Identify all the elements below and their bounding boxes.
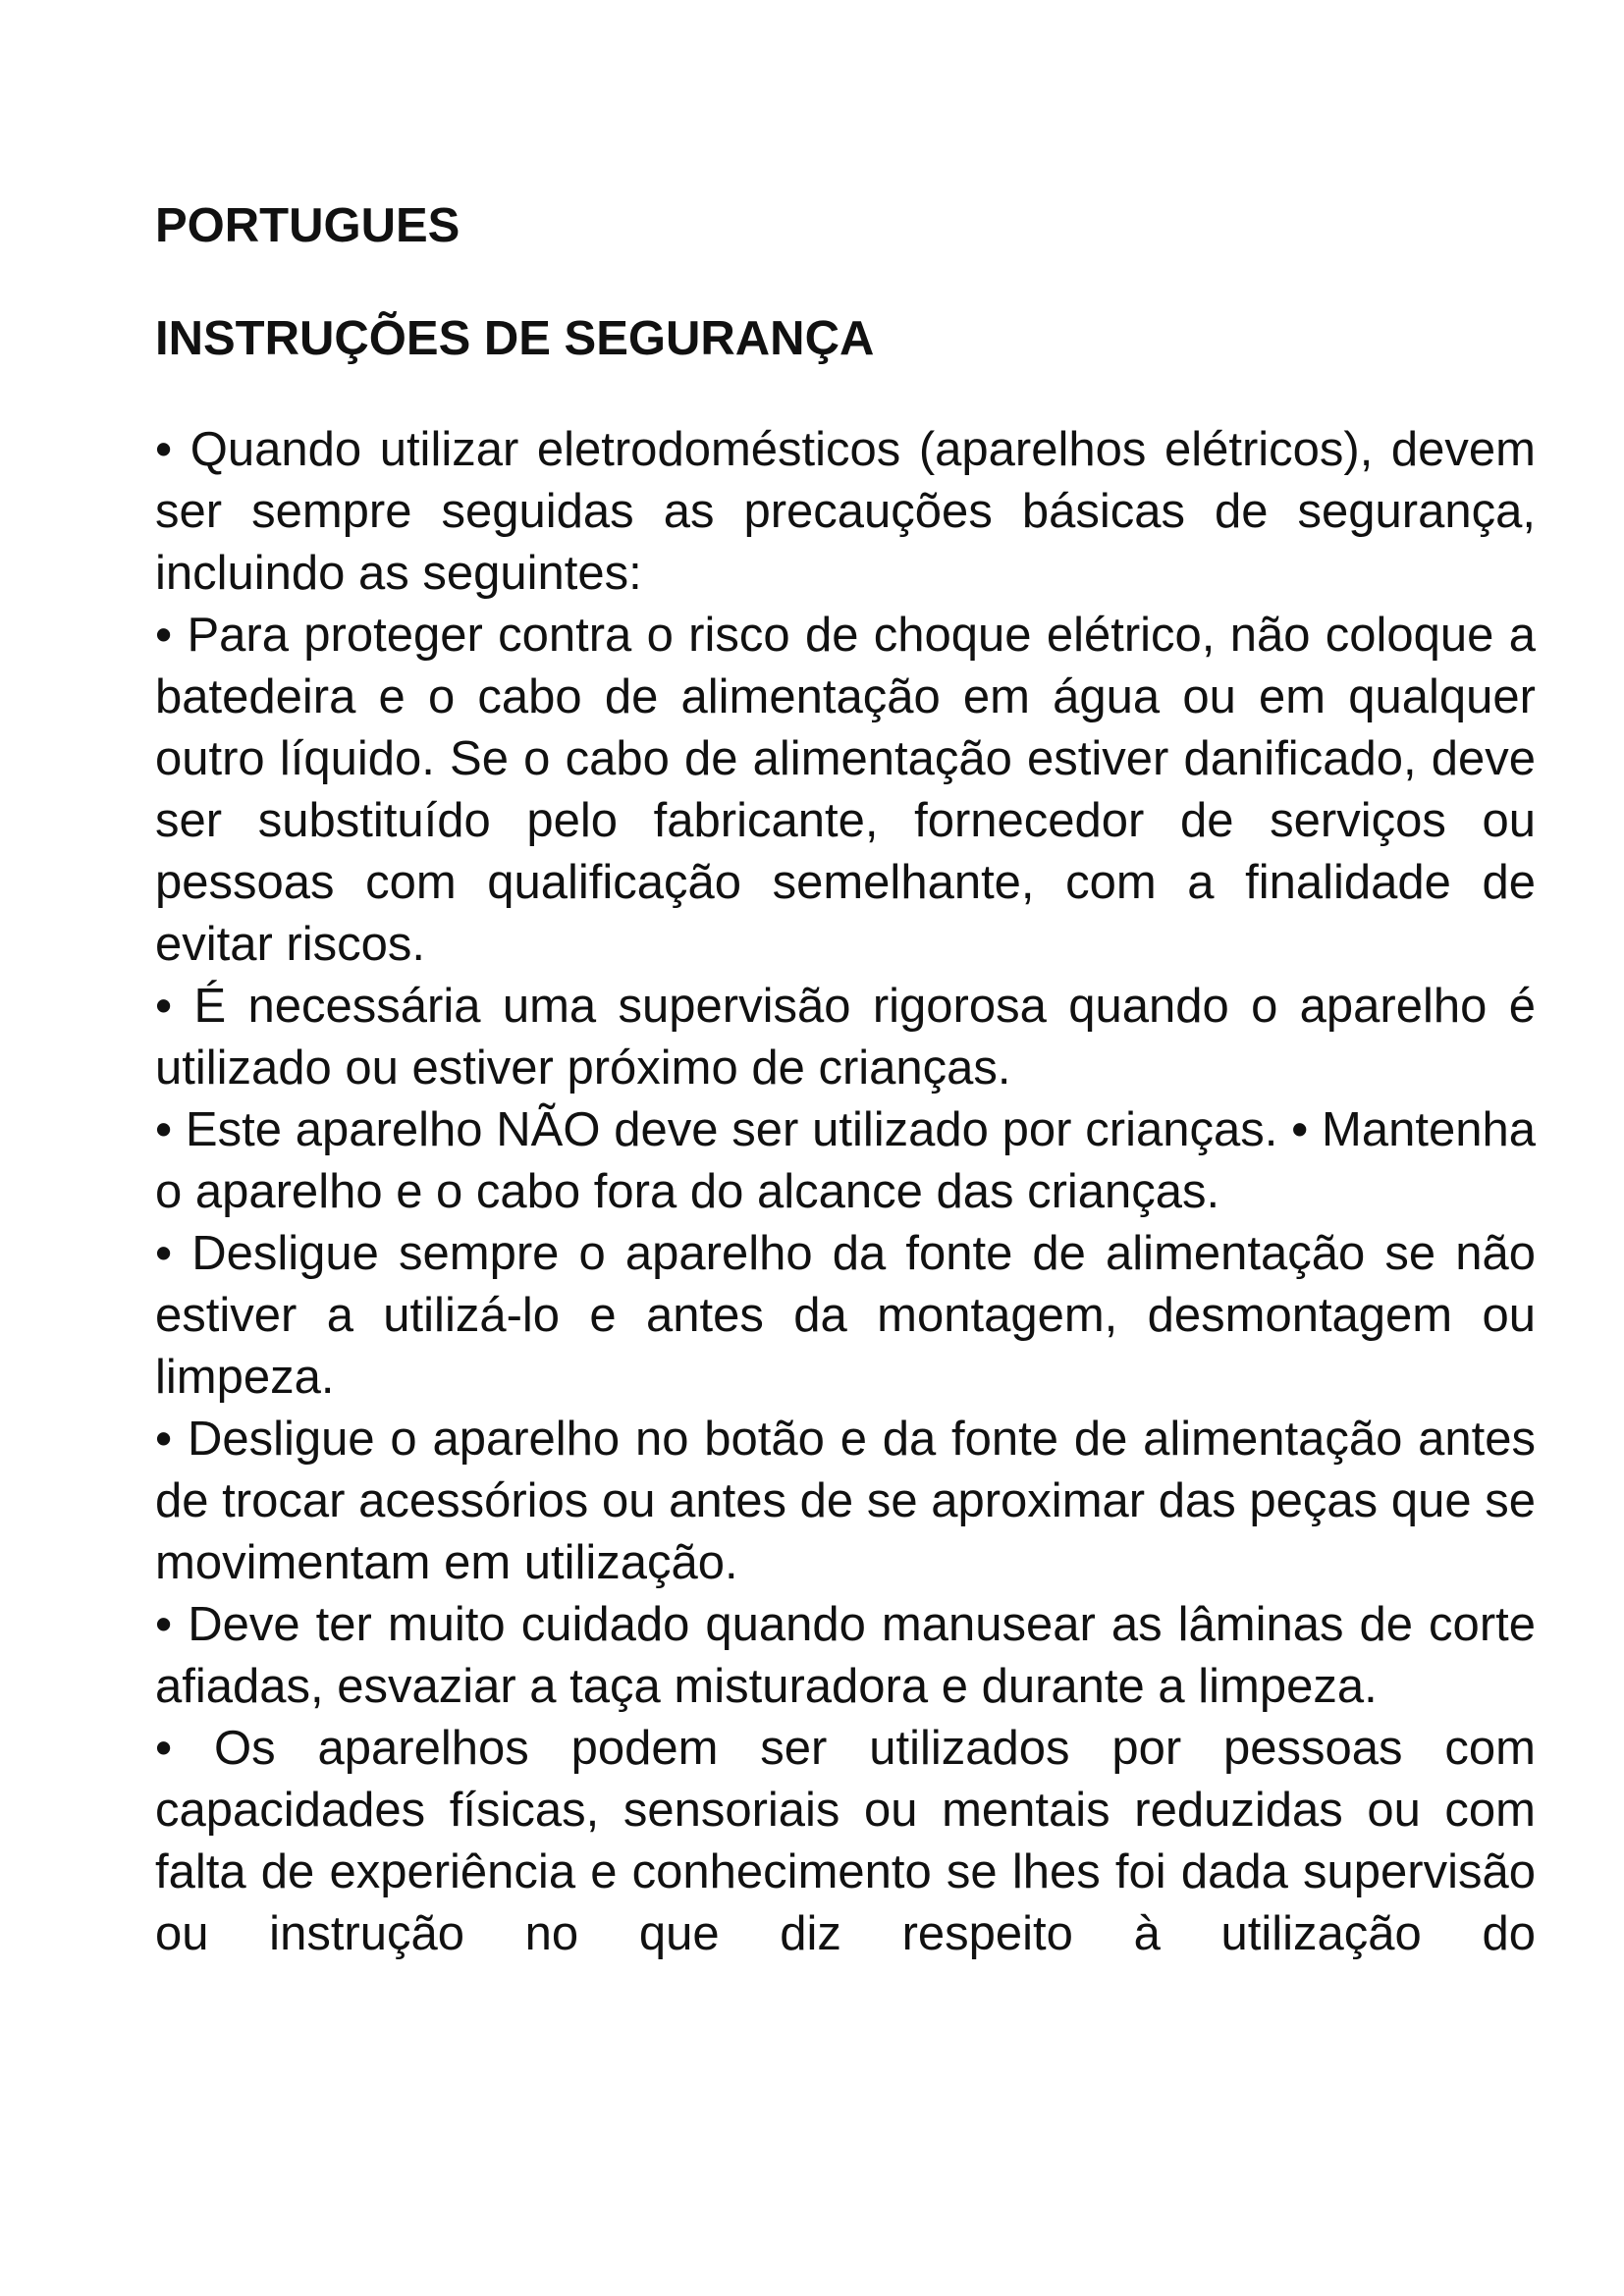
instruction-paragraph-8: • Os aparelhos podem ser utilizados por pessoas com capacidades físicas, sensoriais ou mentais reduzidas ou com falta de experiência e conhecimento se lhes foi dada supervisão ou instrução no que diz respeito à utilização do xyxy=(155,1722,1536,1960)
safety-instructions-body xyxy=(155,419,1536,1965)
instruction-paragraph-3: • É necessária uma supervisão rigorosa quando o aparelho é utilizado ou estiver próximo de crianças. xyxy=(155,980,1536,1095)
document-page xyxy=(155,196,1536,1965)
language-heading: PORTUGUES xyxy=(155,199,460,252)
instruction-paragraph-5: • Desligue sempre o aparelho da fonte de alimentação se não estiver a utilizá-lo e antes da montagem, desmontagem ou limpeza. xyxy=(155,1227,1536,1404)
instruction-paragraph-1: • Quando utilizar eletrodomésticos (aparelhos elétricos), devem ser sempre seguidas as precauções básicas de segurança, incluindo as seguintes: xyxy=(155,423,1536,600)
instruction-paragraph-4: • Este aparelho NÃO deve ser utilizado por crianças. • Mantenha o aparelho e o cabo fora do alcance das crianças. xyxy=(155,1103,1536,1218)
section-heading: INSTRUÇÕES DE SEGURANÇA xyxy=(155,312,875,365)
instruction-paragraph-7: • Deve ter muito cuidado quando manusear as lâminas de corte afiadas, esvaziar a taça misturadora e durante a limpeza. xyxy=(155,1598,1536,1713)
instruction-paragraph-6: • Desligue o aparelho no botão e da fonte de alimentação antes de trocar acessórios ou antes de se aproximar das peças que se movimentam em utilização. xyxy=(155,1413,1536,1589)
instruction-paragraph-2: • Para proteger contra o risco de choque elétrico, não coloque a batedeira e o cabo de alimentação em água ou em qualquer outro líquido. Se o cabo de alimentação estiver danificado, deve ser substituído pelo fabricante, fornecedor de serviços ou pessoas com qualificação semelhante, com a finalidade de evitar riscos. xyxy=(155,609,1536,971)
